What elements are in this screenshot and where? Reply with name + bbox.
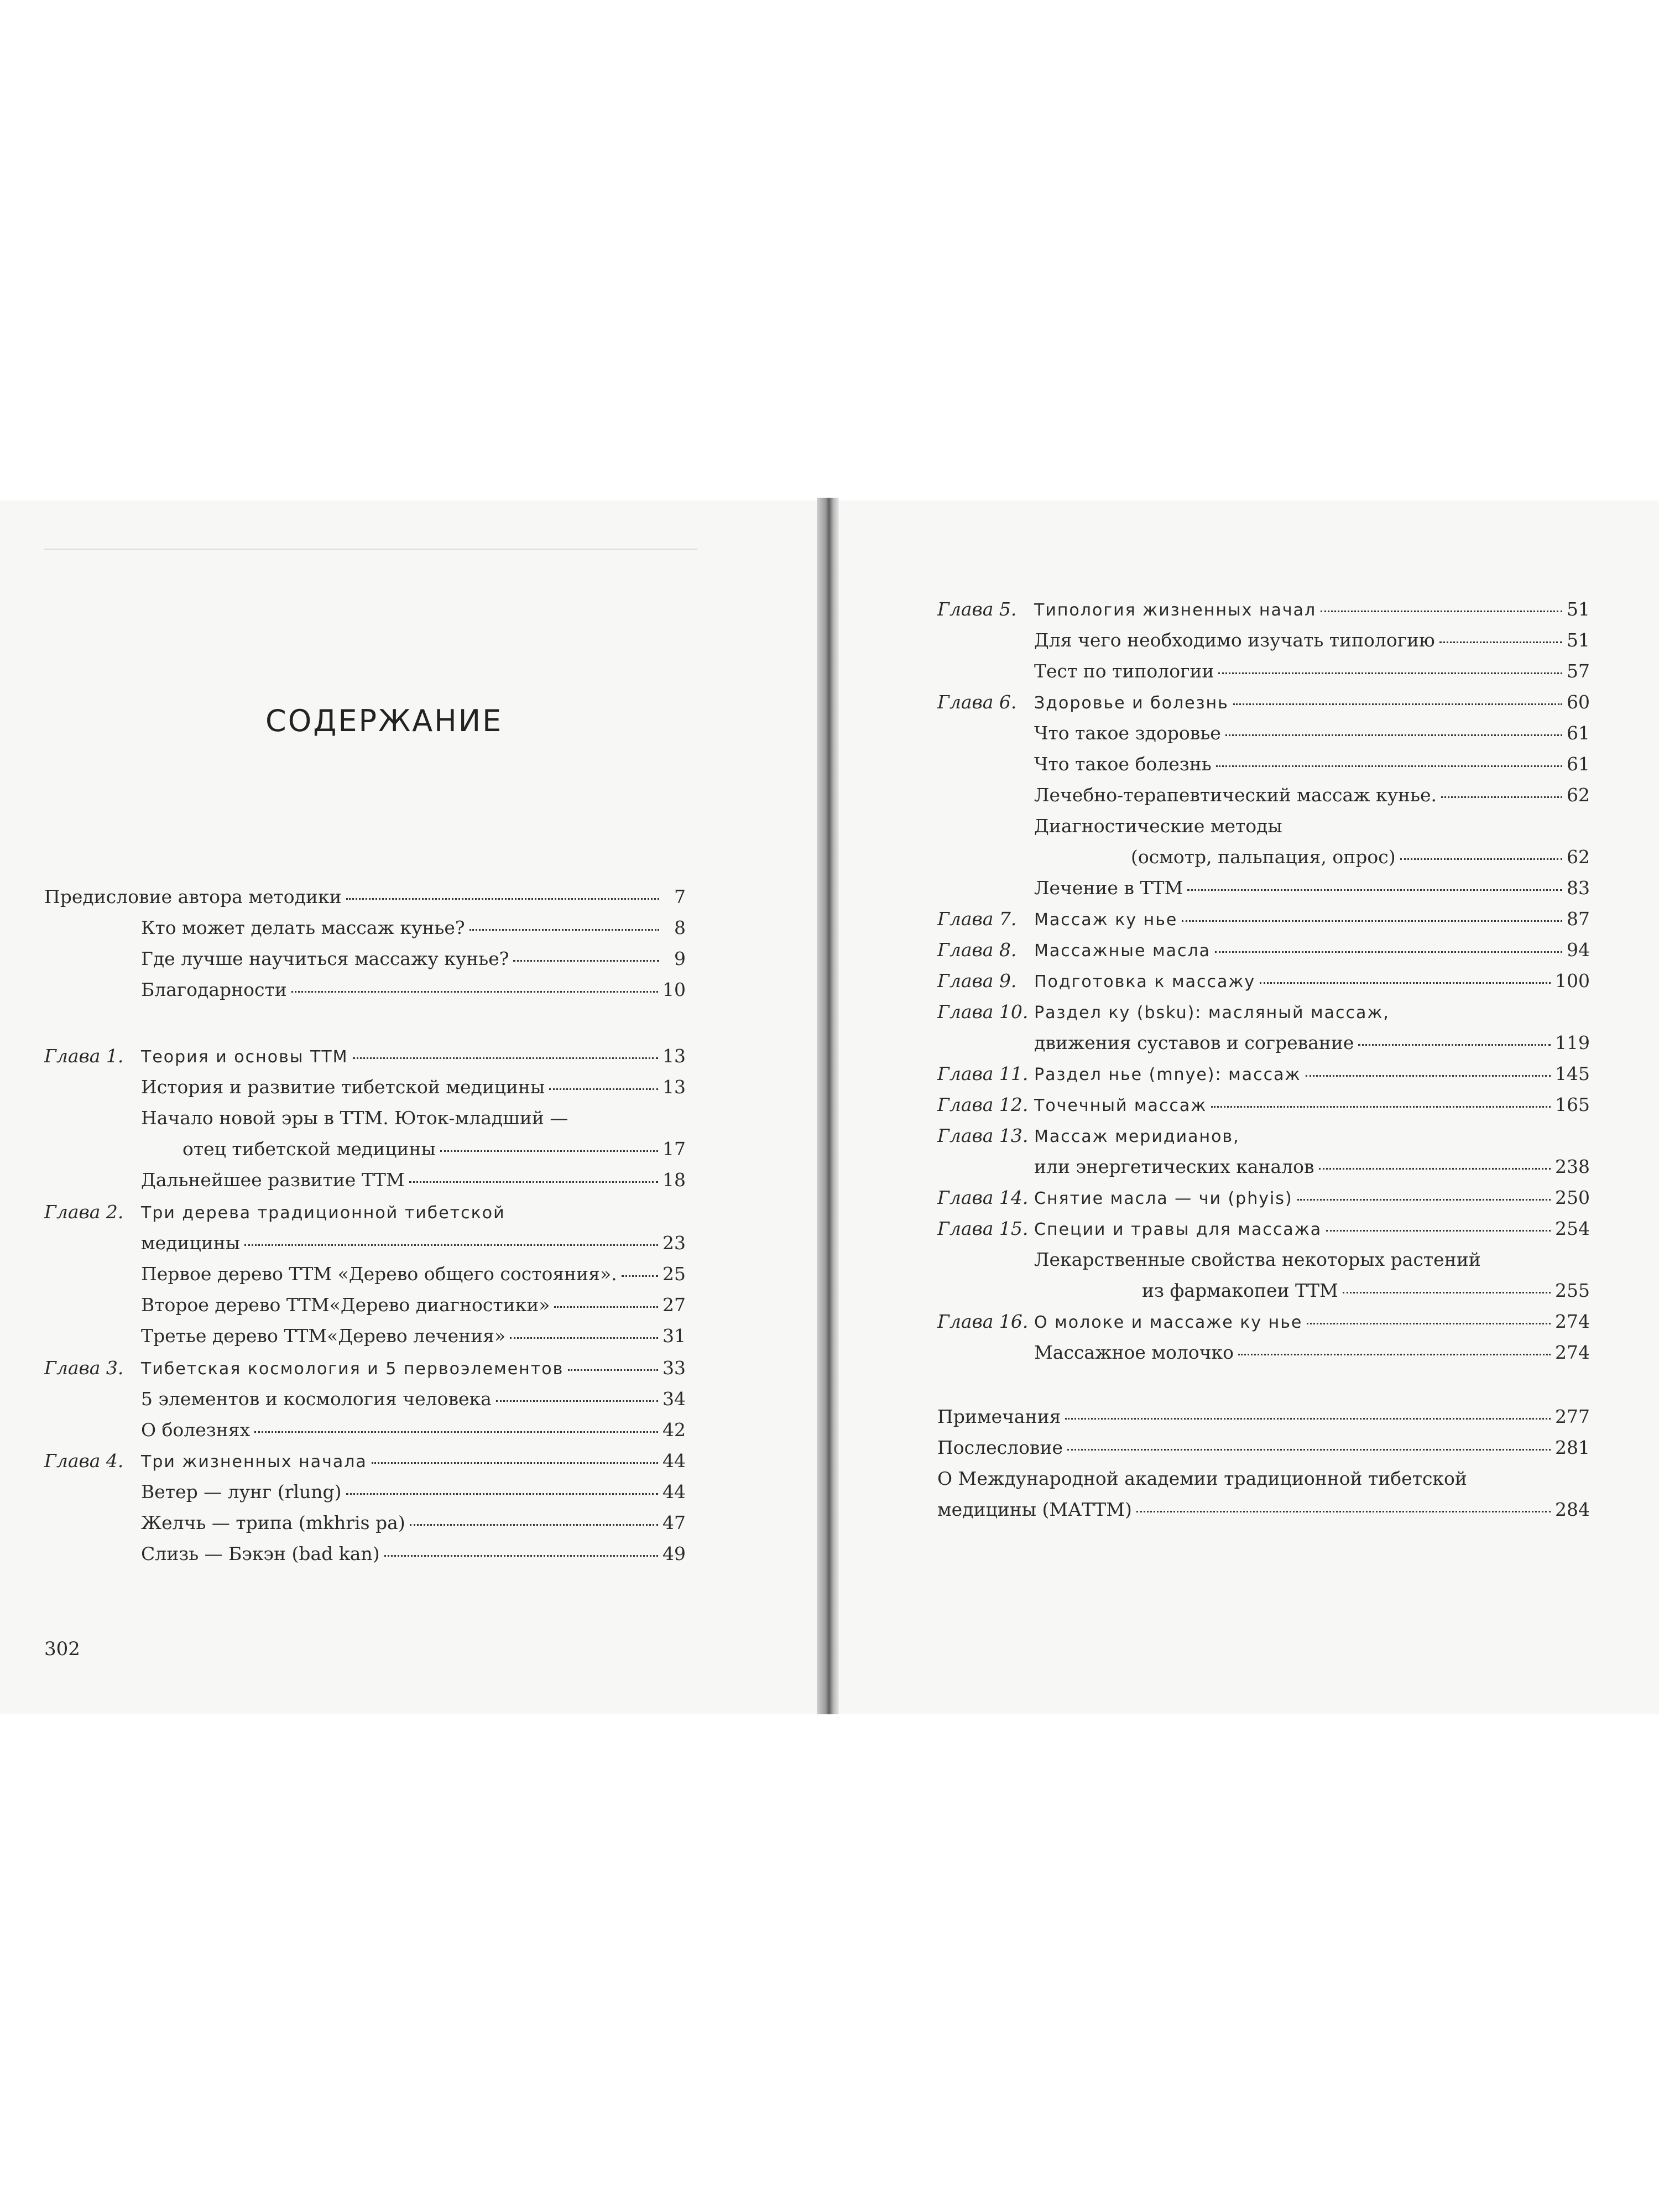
toc-leader-dots: [1182, 920, 1562, 922]
toc-page-number: 61: [1567, 753, 1590, 775]
toc-entry-title: Предисловие автора методики: [44, 886, 342, 907]
toc-page-number: 17: [662, 1138, 686, 1160]
toc-entry: [937, 907, 1590, 932]
toc-entry: [44, 1106, 686, 1131]
toc-leader-dots: [353, 1057, 658, 1059]
toc-entry: [937, 1062, 1590, 1087]
toc-entry: [44, 885, 686, 910]
toc-leader-dots: [622, 1275, 658, 1277]
toc-chapter-label: Глава 6.: [937, 691, 1017, 713]
toc-entry: [44, 1075, 686, 1100]
toc-entry: [44, 1449, 686, 1474]
toc-entry: [44, 1168, 686, 1193]
toc-page-number: 238: [1555, 1156, 1590, 1177]
toc-entry-title: Что такое болезнь: [1034, 753, 1212, 775]
toc-entry: [44, 1356, 686, 1381]
book-gutter: [817, 498, 839, 1714]
toc-leader-dots: [1187, 889, 1562, 891]
toc-entry: [937, 659, 1590, 685]
toc-page-number: 165: [1555, 1094, 1590, 1115]
toc-leader-dots: [1343, 1291, 1551, 1293]
toc-leader-dots: [513, 959, 659, 962]
toc-entry-title: Для чего необходимо изучать типологию: [1034, 629, 1435, 651]
toc-entry: [44, 1262, 686, 1287]
toc-leader-dots: [1439, 641, 1562, 643]
toc-chapter-label: Глава 3.: [44, 1357, 124, 1379]
toc-chapter-label: Глава 1.: [44, 1045, 124, 1067]
toc-entry-title: Массажное молочко: [1034, 1342, 1234, 1363]
toc-entry-title: отец тибетской медицины: [182, 1138, 436, 1160]
toc-page-number: 94: [1567, 939, 1590, 961]
toc-page-number: 277: [1555, 1406, 1590, 1427]
toc-page-number: 60: [1567, 691, 1590, 713]
toc-entry-title: (осмотр, пальпация, опрос): [1131, 846, 1396, 868]
toc-entry: [937, 1124, 1590, 1149]
toc-entry: [937, 1031, 1590, 1056]
toc-leader-dots: [1215, 951, 1562, 953]
toc-page-number: 274: [1555, 1311, 1590, 1332]
toc-entry: [937, 1340, 1590, 1366]
toc-entry: [937, 1436, 1590, 1461]
toc-entry-title: медицины (МАТТМ): [937, 1499, 1132, 1520]
toc-chapter-label: Глава 11.: [937, 1063, 1029, 1084]
toc-entry-title: Лекарственные свойства некоторых растений: [1034, 1249, 1481, 1270]
toc-leader-dots: [1225, 734, 1562, 736]
toc-entry-title: Три жизненных начала: [141, 1452, 367, 1472]
toc-entry: [937, 876, 1590, 901]
toc-chapter-label: Глава 2.: [44, 1201, 124, 1223]
page-title: СОДЕРЖАНИЕ: [265, 703, 503, 738]
toc-page-number: 25: [662, 1263, 686, 1285]
toc-leader-dots: [1400, 858, 1562, 860]
toc-entry: [937, 969, 1590, 994]
toc-page-number: 44: [662, 1481, 686, 1503]
toc-entry: [937, 1310, 1590, 1335]
toc-page-number: 119: [1555, 1032, 1590, 1053]
toc-entry: [937, 783, 1590, 808]
toc-page-number: 8: [674, 917, 686, 938]
toc-entry: [44, 1231, 686, 1256]
toc-page-number: 145: [1555, 1063, 1590, 1084]
toc-entry: [937, 1467, 1590, 1492]
toc-chapter-label: Глава 12.: [937, 1094, 1029, 1115]
toc-leader-dots: [1216, 765, 1562, 767]
toc-leader-dots: [372, 1462, 658, 1464]
toc-leader-dots: [1358, 1044, 1551, 1046]
toc-entry: [937, 1186, 1590, 1211]
toc-entry: [44, 947, 686, 972]
toc-leader-dots: [568, 1369, 658, 1371]
toc-page-number: 61: [1567, 722, 1590, 744]
toc-leader-dots: [1321, 610, 1562, 612]
toc-entry: [937, 690, 1590, 716]
toc-entry-title: История и развитие тибетской медицины: [141, 1076, 545, 1098]
toc-page-number: 100: [1555, 970, 1590, 992]
toc-entry: [44, 1480, 686, 1505]
toc-page-number: 62: [1567, 846, 1590, 868]
toc-entry: [937, 721, 1590, 747]
toc-entry-title: Три дерева традиционной тибетской: [141, 1203, 505, 1223]
toc-entry-title: Второе дерево ТТМ«Дерево диагностики»: [141, 1294, 550, 1316]
toc-page-number: 49: [662, 1543, 686, 1564]
toc-leader-dots: [409, 1181, 658, 1183]
toc-page-number: 18: [662, 1169, 686, 1191]
toc-entry-title: Третье дерево ТТМ«Дерево лечения»: [141, 1325, 506, 1347]
toc-entry-title: Первое дерево ТТМ «Дерево общего состояния».: [141, 1263, 617, 1285]
toc-page-number: 13: [662, 1076, 686, 1098]
toc-entry-title: Теория и основы ТТМ: [141, 1047, 348, 1067]
toc-entry-title: Раздел нье (mnye): массаж: [1034, 1065, 1301, 1084]
toc-leader-dots: [1307, 1322, 1551, 1324]
toc-page-number: 51: [1567, 598, 1590, 620]
page-number: 302: [44, 1638, 80, 1660]
toc-leader-dots: [410, 1524, 658, 1526]
toc-leader-dots: [554, 1306, 658, 1308]
toc-page-number: 13: [662, 1045, 686, 1067]
toc-page-number: 44: [662, 1450, 686, 1472]
toc-page-number: 83: [1567, 877, 1590, 899]
toc-chapter-label: Глава 9.: [937, 970, 1017, 992]
toc-entry: [44, 1137, 686, 1162]
toc-leader-dots: [1065, 1417, 1551, 1420]
toc-leader-dots: [549, 1088, 658, 1090]
toc-entry: [937, 1248, 1590, 1273]
toc-page-number: 27: [662, 1294, 686, 1316]
toc-entry-title: Примечания: [937, 1406, 1061, 1427]
toc-entry-title: Массаж меридианов,: [1034, 1127, 1240, 1146]
toc-entry-title: из фармакопеи ТТМ: [1142, 1280, 1338, 1301]
toc-page-number: 281: [1555, 1437, 1590, 1458]
toc-entry: [44, 978, 686, 1003]
toc-entry: [937, 1217, 1590, 1242]
toc-chapter-label: Глава 10.: [937, 1001, 1029, 1022]
toc-page-number: 87: [1567, 908, 1590, 930]
toc-entry-title: Специи и травы для массажа: [1034, 1220, 1322, 1239]
toc-entry: [937, 845, 1590, 870]
toc-entry-title: Послесловие: [937, 1437, 1063, 1458]
toc-entry-title: Типология жизненных начал: [1034, 601, 1317, 620]
toc-entry: [937, 1279, 1590, 1304]
toc-leader-dots: [1326, 1229, 1551, 1232]
toc-page-number: 7: [674, 886, 686, 907]
toc-entry-title: Снятие масла — чи (phyis): [1034, 1189, 1293, 1208]
toc-entry-title: Подготовка к массажу: [1034, 972, 1256, 992]
toc-leader-dots: [1441, 796, 1562, 798]
toc-chapter-label: Глава 4.: [44, 1450, 124, 1472]
toc-page-number: 51: [1567, 629, 1590, 651]
toc-entry-title: или энергетических каналов: [1034, 1156, 1314, 1177]
toc-entry-title: Тибетская космология и 5 первоэлементов: [141, 1359, 564, 1379]
toc-page-number: 57: [1567, 660, 1590, 682]
toc-leader-dots: [346, 1493, 658, 1495]
toc-entry-title: Кто может делать массаж кунье?: [141, 917, 465, 938]
toc-entry-title: движения суставов и согревание: [1034, 1032, 1354, 1053]
toc-page-number: 31: [662, 1325, 686, 1347]
toc-entry-title: 5 элементов и космология человека: [141, 1388, 492, 1410]
toc-leader-dots: [1067, 1448, 1551, 1451]
toc-chapter-label: Глава 8.: [937, 939, 1017, 961]
toc-entry: [937, 1498, 1590, 1523]
toc-chapter-label: Глава 5.: [937, 598, 1017, 620]
toc-entry-title: Лечение в ТТМ: [1034, 877, 1183, 899]
toc-chapter-label: Глава 7.: [937, 908, 1017, 930]
toc-entry: [937, 752, 1590, 778]
toc-entry: [937, 1155, 1590, 1180]
toc-entry: [937, 814, 1590, 839]
toc-leader-dots: [469, 928, 659, 931]
toc-entry-title: О молоке и массаже ку нье: [1034, 1313, 1303, 1332]
toc-page-number: 23: [662, 1232, 686, 1254]
toc-entry-title: Дальнейшее развитие ТТМ: [141, 1169, 405, 1191]
toc-page-number: 10: [662, 979, 686, 1000]
toc-entry-title: Лечебно-терапевтический массаж кунье.: [1034, 784, 1437, 806]
toc-entry: [44, 1044, 686, 1070]
toc-chapter-label: Глава 16.: [937, 1311, 1029, 1332]
toc-entry: [937, 938, 1590, 963]
toc-entry-title: Ветер — лунг (rlung): [141, 1481, 342, 1503]
toc-leader-dots: [244, 1244, 658, 1246]
toc-leader-dots: [1297, 1198, 1551, 1201]
toc-entry-title: Массаж ку нье: [1034, 910, 1178, 930]
toc-entry: [44, 1542, 686, 1567]
toc-entry: [44, 1387, 686, 1412]
toc-entry-title: Тест по типологии: [1034, 660, 1214, 682]
toc-entry: [937, 597, 1590, 623]
toc-entry: [44, 1293, 686, 1318]
toc-entry-title: Здоровье и болезнь: [1034, 693, 1229, 713]
toc-entry: [44, 1324, 686, 1349]
toc-leader-dots: [1218, 672, 1562, 674]
toc-leader-dots: [384, 1554, 658, 1557]
toc-page-number: 34: [662, 1388, 686, 1410]
toc-entry: [937, 1000, 1590, 1025]
toc-leader-dots: [1306, 1074, 1551, 1077]
toc-chapter-label: Глава 13.: [937, 1125, 1029, 1146]
toc-page-number: 274: [1555, 1342, 1590, 1363]
toc-entry-title: Раздел ку (bsku): масляный массаж,: [1034, 1003, 1390, 1022]
show-through-rule: [44, 549, 697, 550]
toc-page-number: 254: [1555, 1218, 1590, 1239]
toc-entry-title: Благодарности: [141, 979, 287, 1000]
toc-page-number: 9: [674, 948, 686, 969]
toc-leader-dots: [254, 1431, 658, 1433]
toc-entry-title: Начало новой эры в ТТМ. Юток-младший —: [141, 1107, 568, 1129]
toc-entry-title: Что такое здоровье: [1034, 722, 1221, 744]
toc-leader-dots: [1136, 1510, 1551, 1512]
toc-entry-title: Массажные масла: [1034, 941, 1211, 961]
toc-page-number: 47: [662, 1512, 686, 1533]
toc-leader-dots: [1233, 703, 1562, 705]
toc-entry-title: Точечный массаж: [1034, 1096, 1207, 1115]
toc-entry: [937, 1093, 1590, 1118]
toc-entry-title: Где лучше научиться массажу кунье?: [141, 948, 509, 969]
toc-entry-title: О болезнях: [141, 1419, 251, 1441]
toc-entry-title: Желчь — трипа (mkhris pa): [141, 1512, 405, 1533]
toc-leader-dots: [291, 990, 658, 993]
toc-entry-title: Слизь — Бэкэн (bad kan): [141, 1543, 380, 1564]
toc-leader-dots: [1211, 1105, 1551, 1108]
toc-leader-dots: [1319, 1167, 1551, 1170]
toc-page-number: 33: [662, 1357, 686, 1379]
toc-leader-dots: [1238, 1353, 1551, 1355]
toc-leader-dots: [510, 1337, 658, 1339]
toc-entry: [44, 1511, 686, 1536]
toc-entry-title: медицины: [141, 1232, 240, 1254]
toc-leader-dots: [1260, 982, 1551, 984]
toc-entry: [937, 1405, 1590, 1430]
toc-page-number: 250: [1555, 1187, 1590, 1208]
toc-entry: [44, 1418, 686, 1443]
toc-chapter-label: Глава 14.: [937, 1187, 1029, 1208]
toc-entry-title: Диагностические методы: [1034, 815, 1282, 837]
toc-page-number: 62: [1567, 784, 1590, 806]
toc-entry: [44, 1200, 686, 1225]
toc-chapter-label: Глава 15.: [937, 1218, 1029, 1239]
toc-page-number: 255: [1555, 1280, 1590, 1301]
toc-leader-dots: [346, 898, 659, 900]
toc-page-number: 284: [1555, 1499, 1590, 1520]
toc-entry-title: О Международной академии традиционной тибетской: [937, 1468, 1467, 1489]
toc-entry: [44, 916, 686, 941]
toc-entry: [937, 628, 1590, 654]
toc-leader-dots: [496, 1400, 658, 1402]
toc-page-number: 42: [662, 1419, 686, 1441]
toc-leader-dots: [440, 1150, 658, 1152]
